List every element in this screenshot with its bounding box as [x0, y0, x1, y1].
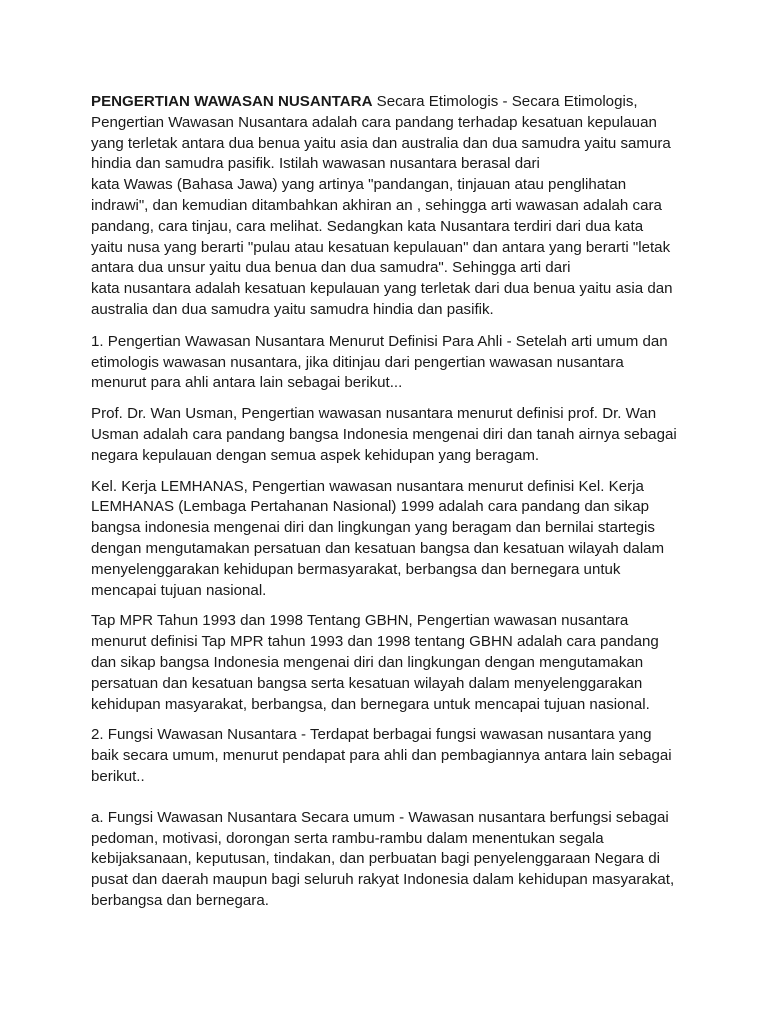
- intro-paragraph: [91, 92, 708, 321]
- intro-body-text: Secara Etimologis - Secara Etimologis, Pengertian Wawasan Nusantara adalah cara pandang terhadap kesatuan kepulauan yang terletak antara dua benua yaitu asia dan australia dan dua samudra yaitu samura hindia dan samudra pasifik. Istilah wawasan nusantara berasal dari kata Wawas (Bahasa Jawa) yang artinya "pandangan, tinjauan atau penglihatan indrawi", dan kemudian ditambahkan akhiran an , sehingga arti wawasan adalah cara pandang, cara tinjau, cara melihat. Sedangkan kata Nusantara terdiri dari dua kata yaitu nusa yang berarti "pulau atau kesatuan kepulauan" dan antara yang berarti "letak antara dua unsur yaitu dua benua dan dua samudra". Sehingga arti dari kata nusantara adalah kesatuan kepulauan yang terletak dari dua benua yaitu asia dan australia dan dua samudra yaitu samudra hindia dan pasifik.: [91, 93, 673, 318]
- paragraph-fungsi-umum: a. Fungsi Wawasan Nusantara Secara umum - Wawasan nusantara berfungsi sebagai pedoman, motivasi, dorongan serta rambu-rambu dalam menentukan segala kebijaksanaan, keputusan, tindakan, dan perbuatan bagi penyelenggaraan Negara di pusat dan daerah maupun bagi seluruh rakyat Indonesia dalam kehidupan masyarakat, berbangsa dan bernegara.: [91, 808, 675, 909]
- paragraph-lemhanas: Kel. Kerja LEMHANAS, Pengertian wawasan nusantara menurut definisi Kel. Kerja LEMHANAS (Lembaga Pertahanan Nasional) 1999 adalah cara pandang dan sikap bangsa indonesia mengenai diri dan lingkungan yang beragam dan bernilai startegis dengan mengutamakan persatuan dan kesatuan bangsa dan kesatuan wilayah dalam menyelenggarakan kehidupan bermasyarakat, berbangsa dan bernegara untuk mencapai tujuan nasional.: [91, 477, 665, 599]
- paragraph-wan-usman: Prof. Dr. Wan Usman, Pengertian wawasan nusantara menurut definisi prof. Dr. Wan Usman adalah cara pandang bangsa Indonesia mengenai diri dan tanah airnya sebagai negara kepulauan dengan semua aspek kehidupan yang beragam.: [91, 405, 677, 464]
- paragraph-definisi-para-ahli: 1. Pengertian Wawasan Nusantara Menurut Definisi Para Ahli - Setelah arti umum dan etimologis wawasan nusantara, jika ditinjau dari pengertian wawasan nusantara menurut para ahli antara lain sebagai berikut...: [91, 332, 668, 392]
- document-heading: PENGERTIAN WAWASAN NUSANTARA: [91, 93, 373, 110]
- paragraph-tap-mpr: Tap MPR Tahun 1993 dan 1998 Tentang GBHN, Pengertian wawasan nusantara menurut definisi Tap MPR tahun 1993 dan 1998 tentang GBHN adalah cara pandang dan sikap bangsa Indonesia mengenai diri dan lingkungan dengan mengutamakan persatuan dan kesatuan bangsa serta kesatuan wilayah dalam menyelenggarakan kehidupan masyarakat, berbangsa, dan bernegara untuk mencapai tujuan nasional.: [91, 612, 659, 713]
- paragraph-fungsi: 2. Fungsi Wawasan Nusantara - Terdapat berbagai fungsi wawasan nusantara yang baik secara umum, menurut pendapat para ahli dan pembagiannya antara lain sebagai berikut..: [91, 726, 672, 785]
